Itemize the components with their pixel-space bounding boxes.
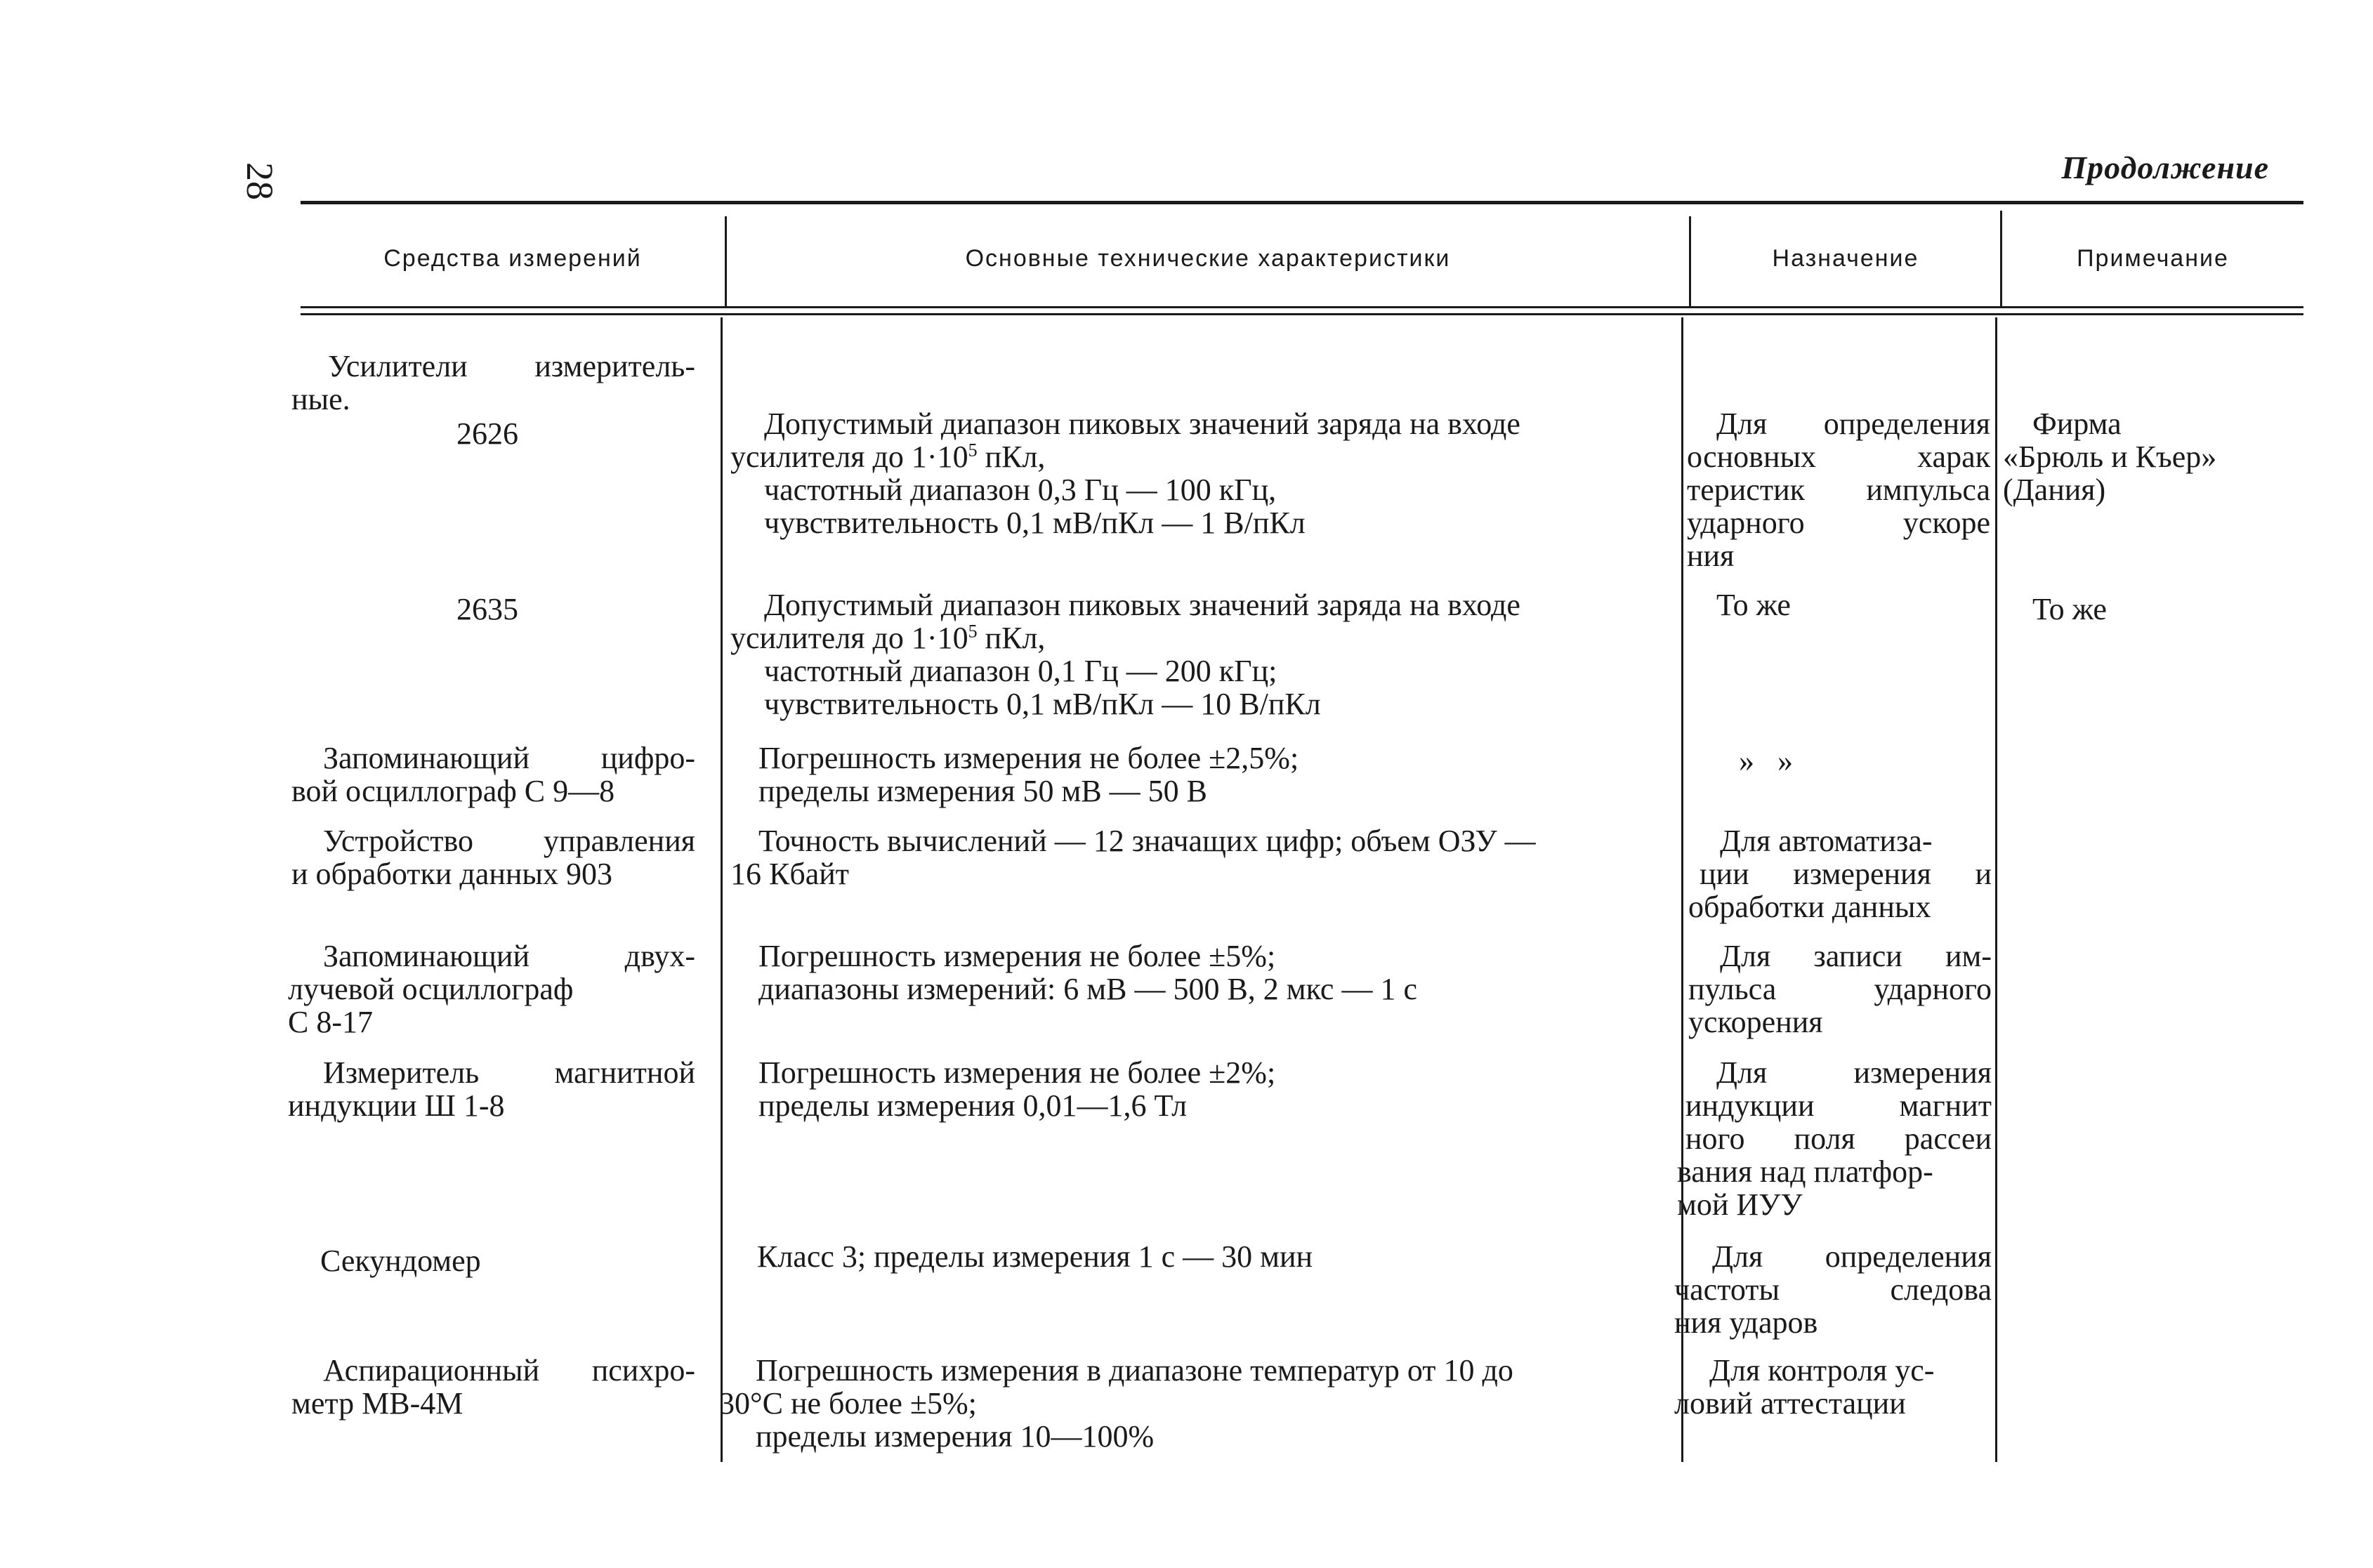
instrument-psychrometer: Аспирационный психро- метр МВ-4М [291,1353,695,1421]
instrument-stopwatch: Секундомер [320,1244,481,1278]
purpose-magnetic-meter: Для измерения индукции магнит ного поля рассеи вания над платфор- мой ИУУ [1677,1055,1992,1222]
model-2626: 2626 [456,416,518,451]
purpose-psychrometer: Для контроля ус- ловий аттестации [1674,1353,1935,1421]
header-specs: Основные технические характеристики [965,244,1451,272]
note-2635: То же [2032,592,2107,626]
specs-magnetic-meter: Погрешность измерения не более ±2%; пределы измерения 0,01—1,6 Тл [758,1055,1276,1123]
specs-psychrometer: Погрешность измерения в диапазоне температур от 10 до 30°С не более ±5%; пределы измерения 10—100% [719,1353,1513,1454]
specs-2626: Допустимый диапазон пиковых значений заряда на входе усилителя до $1\cdot 10^5$ пКл, частотный диапазон 0,3 Гц — 100 кГц, чувствительность 0,1 мВ/пКл — 1 В/пКл [730,407,1520,540]
header-purpose: Назначение [1772,244,1919,272]
header-rule-lower [301,313,2303,315]
specs-digital-oscilloscope: Погрешность измерения не более ±2,5%; пределы измерения 50 мВ — 50 В [758,741,1299,808]
specs-control-unit: Точность вычислений — 12 значащих цифр; объем ОЗУ — 16 Кбайт [730,824,1536,891]
purpose-2626: Для определения основных харак теристик импульса ударного ускоре ния [1687,407,1990,573]
header-instruments: Средства измерений [383,244,642,272]
column-divider-3 [1995,317,1997,1462]
column-divider-1 [721,317,723,1462]
table-top-rule [301,201,2303,204]
purpose-dual-beam-oscilloscope: Для записи им- пульса ударного ускорения [1688,939,1992,1039]
purpose-digital-oscilloscope: » » [1739,744,1793,778]
header-note: Примечание [2077,244,2229,272]
purpose-stopwatch: Для определения частоты следова ния ударов [1674,1239,1992,1340]
instrument-amplifiers: Усилители измеритель- ные. [291,349,695,416]
instrument-control-unit: Устройство управления и обработки данных 903 [291,824,695,891]
specs-stopwatch: Класс 3; пределы измерения 1 с — 30 мин [757,1239,1313,1274]
purpose-control-unit: Для автоматиза- ции измерения и обработки данных [1688,824,1992,924]
instrument-dual-beam-oscilloscope: Запоминающий двух- лучевой осциллограф С 8-17 [288,939,695,1039]
header-rule-upper [301,306,2303,308]
continuation-label: Продолжение [2061,150,2269,185]
model-2635: 2635 [456,592,518,626]
page-number: 28 [239,162,281,200]
note-2626: Фирма «Брюль и Къер» (Дания) [2003,407,2217,507]
instrument-digital-oscilloscope: Запоминающий цифро- вой осциллограф С 9—8 [291,741,695,808]
instrument-magnetic-meter: Измеритель магнитной индукции Ш 1-8 [288,1055,695,1123]
purpose-2635: То же [1716,588,1791,622]
specs-dual-beam-oscilloscope: Погрешность измерения не более ±5%; диапазоны измерений: 6 мВ — 500 В, 2 мкс — 1 с [758,939,1417,1006]
specs-2635: Допустимый диапазон пиковых значений заряда на входе усилителя до $1\cdot 10^5$ пКл, частотный диапазон 0,1 Гц — 200 кГц; чувствительность 0,1 мВ/пКл — 10 В/пКл [730,588,1520,721]
